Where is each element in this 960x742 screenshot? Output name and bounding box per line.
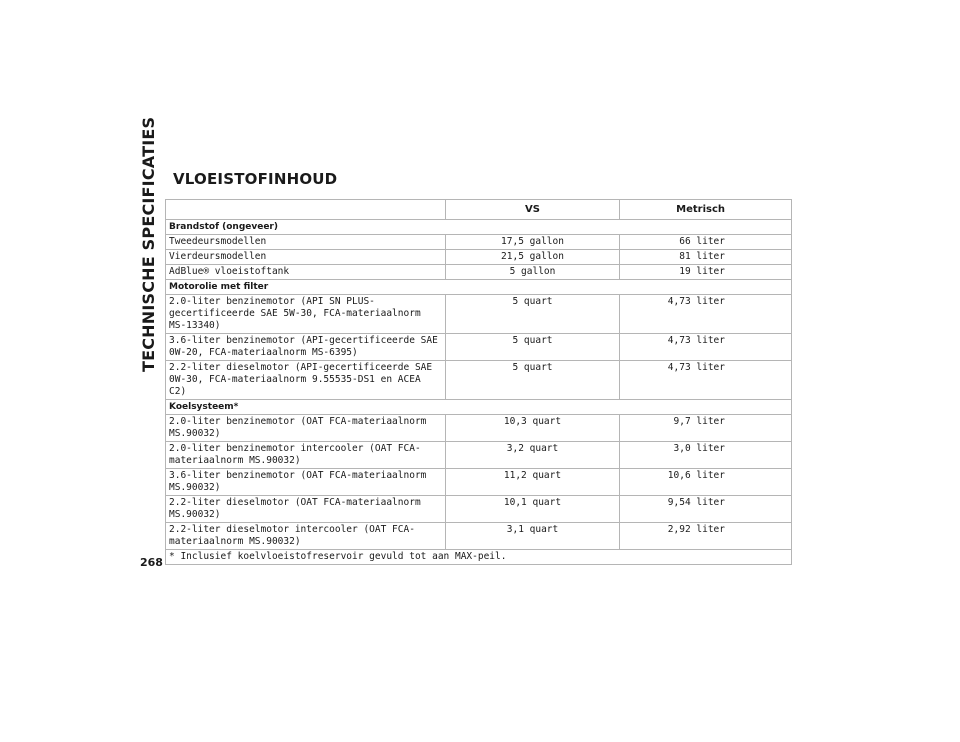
group-title: Koelsysteem* [166, 400, 792, 415]
table-row [166, 250, 792, 265]
row-item: 3.6-liter benzinemotor (API-gecertificeerde SAE 0W-20, FCA-materiaalnorm MS-6395) [166, 334, 446, 361]
table-row [166, 235, 792, 250]
row-us: 5 quart [446, 295, 620, 334]
row-us: 5 quart [446, 334, 620, 361]
row-item: 2.0-liter benzinemotor intercooler (OAT FCA-materiaalnorm MS.90032) [166, 442, 446, 469]
row-metric: 9,54 liter [620, 496, 792, 523]
row-us: 5 quart [446, 361, 620, 400]
fluid-capacity-table [165, 199, 792, 565]
table-header-row [166, 200, 792, 220]
table-row [166, 334, 792, 361]
section-title: VLOEISTOFINHOUD [173, 170, 338, 188]
row-item: AdBlue® vloeistoftank [166, 265, 446, 280]
row-item: 3.6-liter benzinemotor (OAT FCA-materiaalnorm MS.90032) [166, 469, 446, 496]
chapter-side-title: TECHNISCHE SPECIFICATIES [139, 116, 158, 372]
row-metric: 4,73 liter [620, 295, 792, 334]
row-metric: 9,7 liter [620, 415, 792, 442]
row-item: 2.2-liter dieselmotor intercooler (OAT FCA-materiaalnorm MS.90032) [166, 523, 446, 550]
row-metric: 66 liter [620, 235, 792, 250]
row-metric: 10,6 liter [620, 469, 792, 496]
row-item: Vierdeursmodellen [166, 250, 446, 265]
footnote: * Inclusief koelvloeistofreservoir gevuld tot aan MAX-peil. [166, 550, 792, 565]
group-header-cooling-system [166, 400, 792, 415]
row-us: 5 gallon [446, 265, 620, 280]
row-metric: 19 liter [620, 265, 792, 280]
footnote-row [166, 550, 792, 565]
row-metric: 2,92 liter [620, 523, 792, 550]
row-metric: 4,73 liter [620, 334, 792, 361]
table-row [166, 496, 792, 523]
row-item: 2.2-liter dieselmotor (API-gecertificeerde SAE 0W-30, FCA-materiaalnorm 9.55535-DS1 en ACEA C2) [166, 361, 446, 400]
group-title: Motorolie met filter [166, 280, 792, 295]
row-us: 11,2 quart [446, 469, 620, 496]
row-us: 3,1 quart [446, 523, 620, 550]
row-us: 10,1 quart [446, 496, 620, 523]
table-row [166, 442, 792, 469]
row-metric: 3,0 liter [620, 442, 792, 469]
row-item: Tweedeursmodellen [166, 235, 446, 250]
table-row [166, 361, 792, 400]
row-item: 2.0-liter benzinemotor (API SN PLUS-gecertificeerde SAE 5W-30, FCA-materiaalnorm MS-13340) [166, 295, 446, 334]
page-number: 268 [140, 556, 163, 569]
table-row [166, 469, 792, 496]
row-us: 21,5 gallon [446, 250, 620, 265]
row-metric: 4,73 liter [620, 361, 792, 400]
table-row [166, 415, 792, 442]
row-us: 3,2 quart [446, 442, 620, 469]
group-title: Brandstof (ongeveer) [166, 220, 792, 235]
group-header-engine-oil [166, 280, 792, 295]
table-row [166, 523, 792, 550]
header-item [166, 200, 446, 220]
row-us: 10,3 quart [446, 415, 620, 442]
row-item: 2.2-liter dieselmotor (OAT FCA-materiaalnorm MS.90032) [166, 496, 446, 523]
header-us: VS [446, 200, 620, 220]
header-metric: Metrisch [620, 200, 792, 220]
group-header-fuel [166, 220, 792, 235]
row-metric: 81 liter [620, 250, 792, 265]
row-us: 17,5 gallon [446, 235, 620, 250]
table-row [166, 295, 792, 334]
row-item: 2.0-liter benzinemotor (OAT FCA-materiaalnorm MS.90032) [166, 415, 446, 442]
table-row [166, 265, 792, 280]
